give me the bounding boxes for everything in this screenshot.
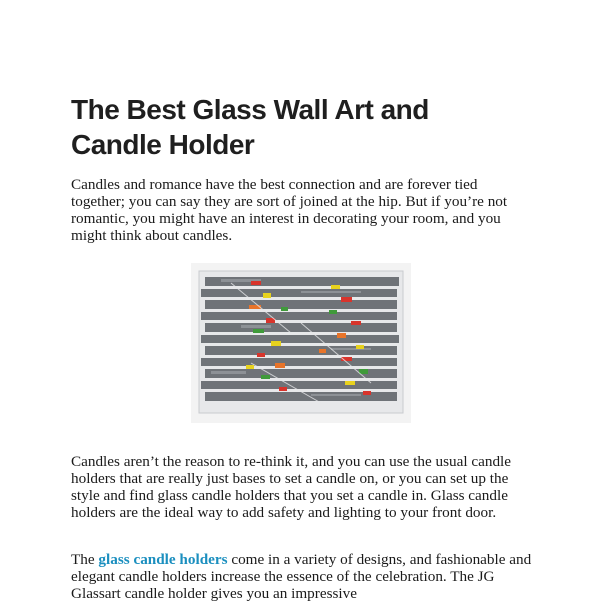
paragraph-3-prefix: The (71, 551, 99, 568)
article-title: The Best Glass Wall Art and Candle Holder (71, 94, 429, 160)
article-paragraph-1: Candles and romance have the best connection and are forever tied together; you can say they are sort of joined at the hip. But if you’re not romantic, you might have an interest in decorating your room, and you might think about candles. (71, 176, 508, 244)
glass-candle-holders-link[interactable]: glass candle holders (98, 551, 228, 568)
glass-wall-art-image (191, 263, 411, 423)
article-paragraph-3 (71, 551, 533, 602)
article-paragraph-2: Candles aren’t the reason to re-think it, and you can use the usual candle holders that are really just bases to set a candle on, or you can set up the style and find glass candle holders that you set a candle in. Glass candle holders are the ideal way to add safety and lighting to your front door. (71, 453, 512, 521)
paragraph-3-suffix: come in a variety of designs, and fashionable and elegant candle holders increase the essence of the celebration. The JG Glassart candle holder gives you an impressive (71, 551, 532, 602)
